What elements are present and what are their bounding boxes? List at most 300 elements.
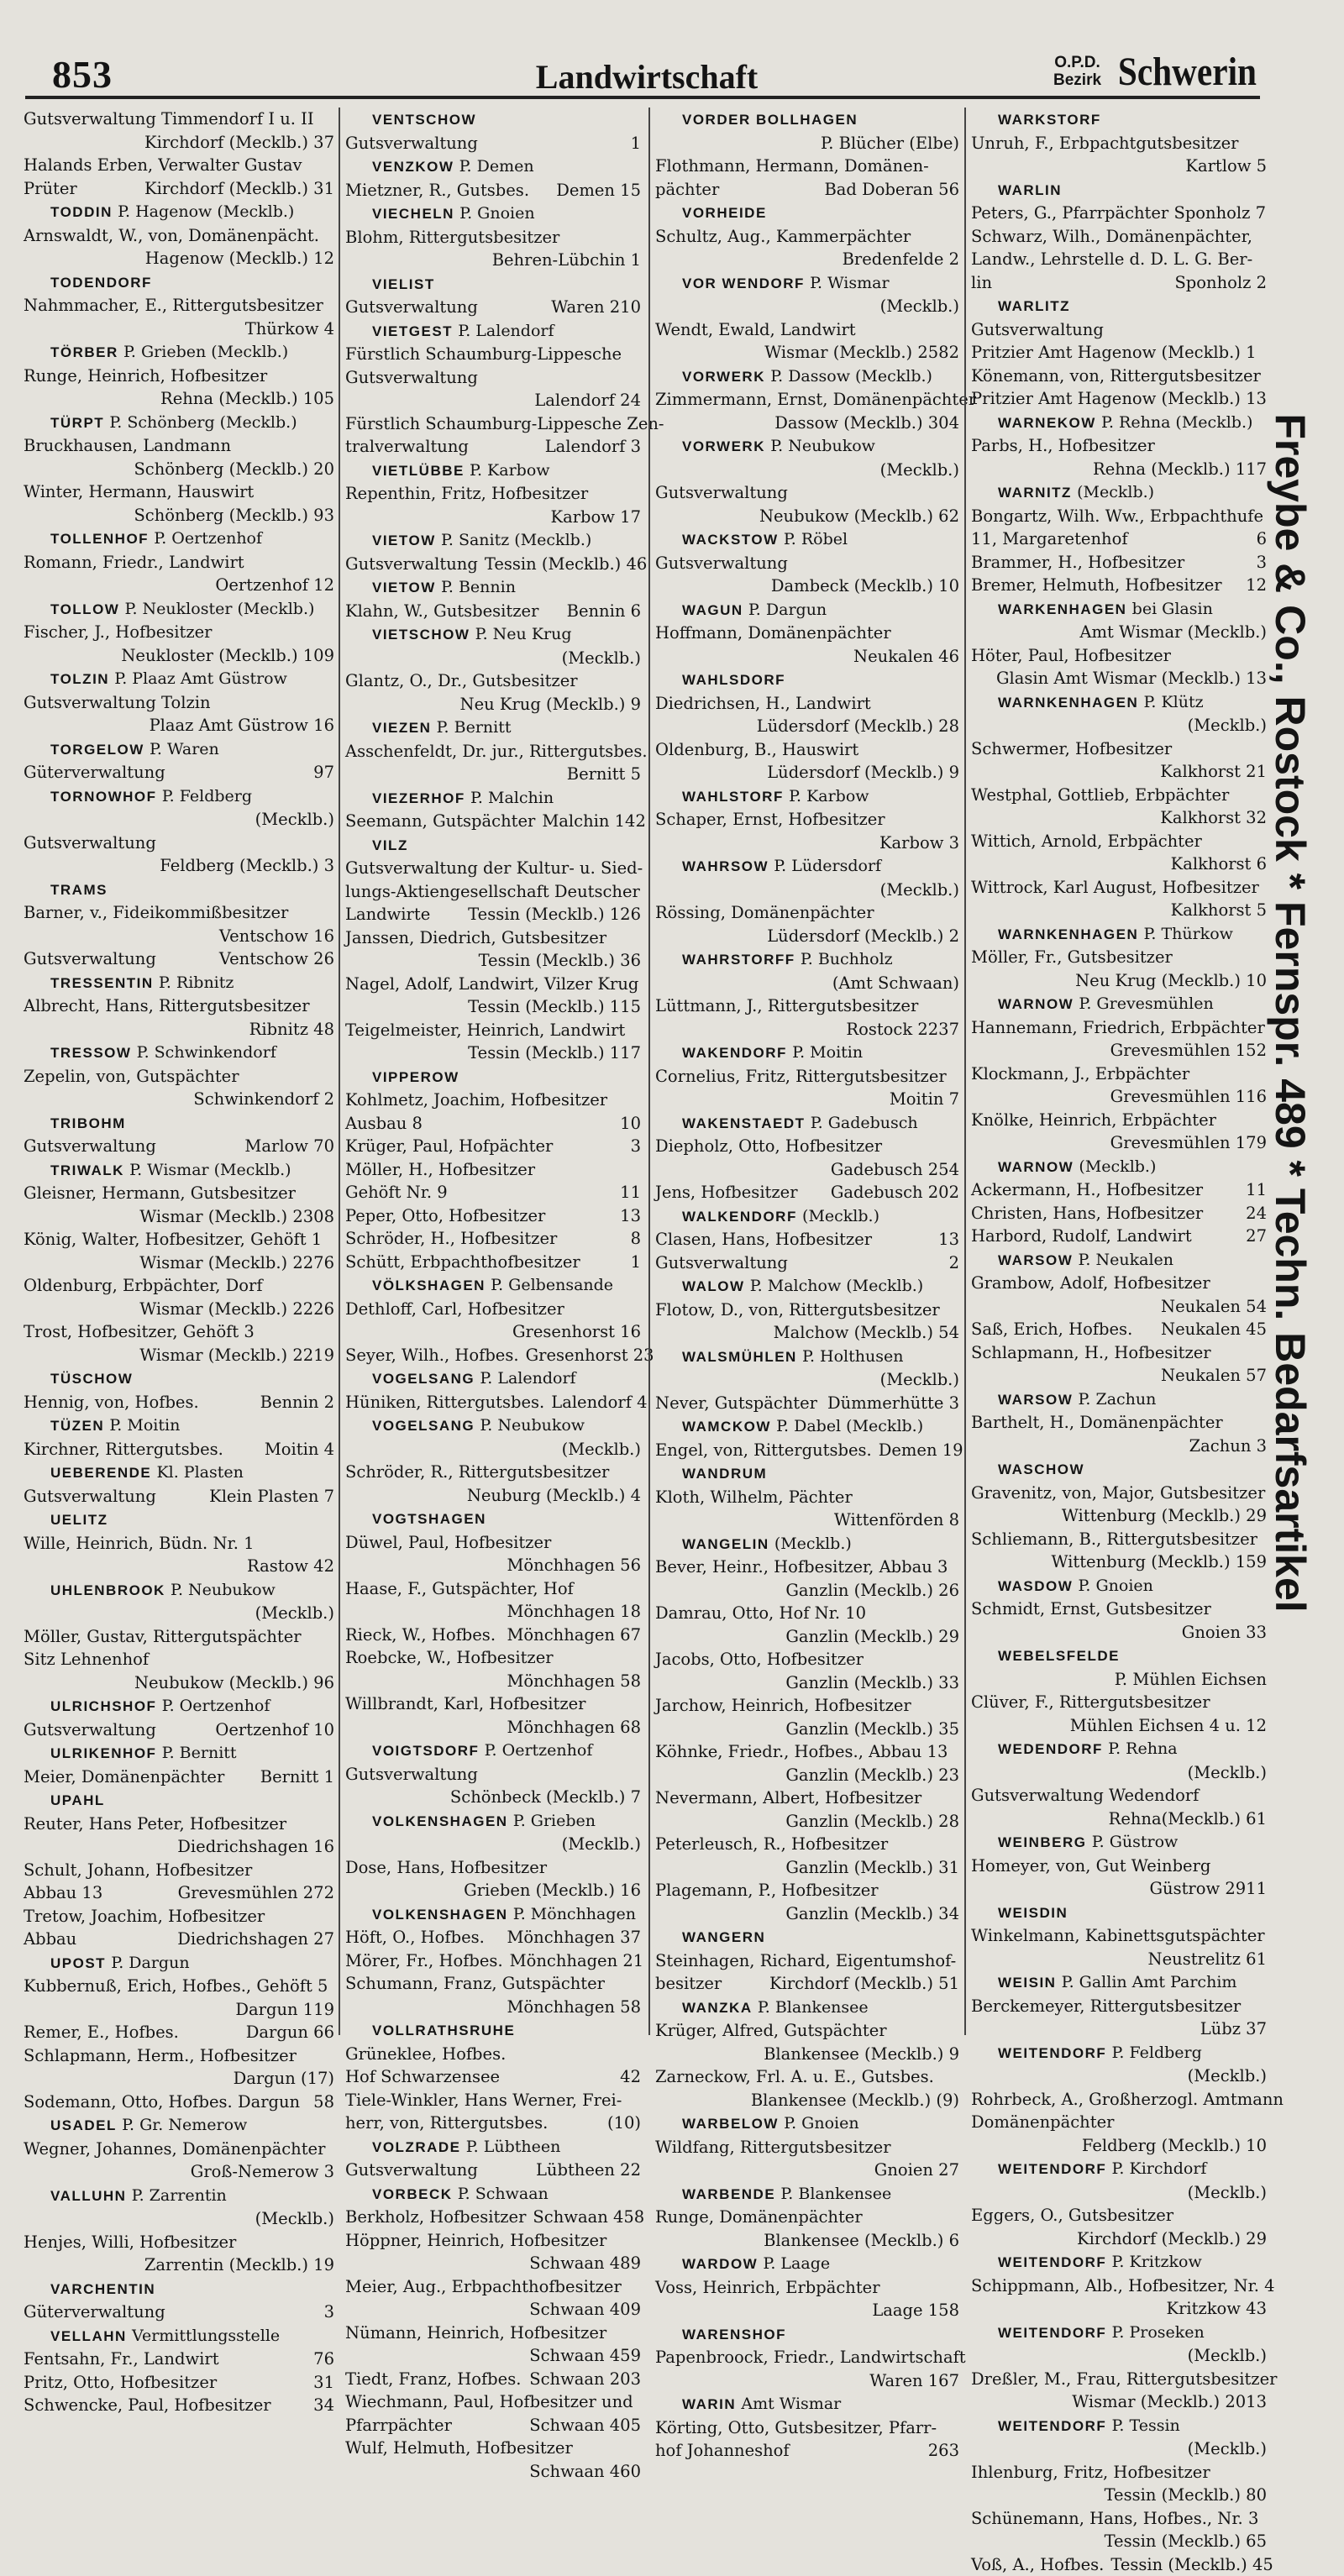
entry-continuation: Groß-Nemerow 3 [24, 2160, 334, 2184]
entry-phone: Schwaan 405 [529, 2414, 641, 2437]
place-heading [345, 786, 641, 811]
place-heading [971, 922, 1267, 947]
directory-entry [971, 505, 1267, 528]
place-name: VALLUHN [50, 2188, 126, 2204]
entry-text: Schliemann, B., Rittergutsbesitzer [971, 1528, 1257, 1551]
directory-entry [345, 343, 641, 366]
entry-continuation: Schwinkendorf 2 [24, 1088, 334, 1111]
entry-phone: 1 [631, 132, 641, 155]
directory-entry [345, 2322, 641, 2345]
entry-phone: 31 [313, 2371, 334, 2395]
post-office: P. Holthusen [802, 1347, 903, 1366]
entry-text: Tretow, Joachim, Hofbesitzer [24, 1905, 265, 1928]
entry-text: Clüver, F., Rittergutsbesitzer [971, 1691, 1210, 1714]
place-heading [24, 1461, 334, 1485]
entry-text: Schumann, Franz, Gutspächter [345, 1972, 605, 1996]
post-office: P. Malchin [470, 789, 554, 807]
entry-phone: Mönchhagen 21 [510, 1949, 644, 1973]
directory-entry [345, 1926, 641, 1949]
entry-continuation: Schwaan 409 [345, 2298, 641, 2322]
entry-phone: Malchin 142 [542, 810, 646, 833]
directory-entry [24, 480, 334, 504]
directory-entry [971, 2274, 1267, 2298]
entry-continuation: Tessin (Mecklb.) 80 [971, 2484, 1267, 2507]
entry-phone: Diedrichshagen 27 [177, 1928, 334, 1951]
directory-entry [24, 2301, 334, 2324]
place-name: WAHLSDORF [682, 672, 785, 688]
place-name: WAHRSOW [682, 858, 769, 874]
post-office: P. Karbow [470, 461, 549, 480]
entry-continuation: Behren-Lübchin 1 [345, 249, 641, 272]
entry-text: Albrecht, Hans, Rittergutsbesitzer [24, 994, 310, 1018]
place-name: WARBELOW [682, 2116, 779, 2132]
entry-continuation: Mönchhagen 58 [345, 1670, 641, 1693]
entry-text: Gutsverwaltung [24, 947, 156, 971]
entry-continuation: Rostock 2237 [655, 1018, 959, 1041]
entry-text: Meier, Domänenpächter [24, 1765, 224, 1789]
entry-text: Abbau 13 [24, 1881, 102, 1905]
directory-entry [24, 224, 334, 248]
entry-text: Mietzner, R., Gutsbes. [345, 179, 529, 202]
entry-continuation: Rehna (Mecklb.) 105 [24, 387, 334, 411]
place-name: VOGTSHAGEN [372, 1511, 486, 1527]
directory-entry [345, 226, 641, 249]
place-heading [655, 1274, 959, 1298]
directory-entry [24, 1718, 334, 1742]
entry-text: Seyer, Wilh., Hofbes. [345, 1344, 519, 1367]
entry-text: Kubbernuß, Erich, Hofbes., Gehöft 5 [24, 1975, 328, 1998]
directory-entry [971, 1272, 1267, 1295]
post-office: P. Grieben [513, 1812, 596, 1830]
place-heading [24, 1158, 334, 1183]
entry-text: Repenthin, Fritz, Hofbesitzer [345, 482, 588, 506]
directory-entry [655, 1298, 959, 1322]
directory-entry [655, 318, 959, 342]
post-office: P. Laage [763, 2254, 830, 2273]
entry-text: Domänenpächter [971, 2111, 1114, 2134]
directory-entry [655, 388, 959, 412]
place-name: WALOW [682, 1278, 745, 1294]
place-heading [971, 480, 1267, 505]
entry-text: Remer, E., Hofbes. [24, 2021, 179, 2044]
entry-text: Engel, von, Rittergutsbes. [655, 1439, 872, 1462]
directory-entry [655, 1228, 959, 1251]
place-name: TORGELOW [50, 742, 144, 758]
directory-entry [655, 622, 959, 645]
entry-continuation: Moitin 7 [655, 1088, 959, 1111]
post-office: P. Gnoien [784, 2114, 858, 2133]
directory-entry [971, 132, 1267, 155]
entry-continuation: Dambeck (Mecklb.) 10 [655, 574, 959, 598]
page-title: Landwirtschaft [30, 57, 1263, 97]
directory-entry [971, 1341, 1267, 1365]
directory-entry [24, 691, 334, 715]
entry-text: Gutsverwaltung der Kultur- u. Sied- [345, 857, 643, 880]
directory-entry [655, 2416, 959, 2440]
directory-entry [345, 2390, 641, 2414]
directory-entry [345, 1135, 641, 1158]
directory-entry [345, 810, 641, 833]
directory-entry [24, 1228, 334, 1251]
directory-entry [345, 2368, 641, 2391]
post-office: P. Wismar [810, 274, 889, 292]
entry-text: Pfarrpächter [345, 2414, 452, 2437]
post-office: (Mecklb.) [774, 1535, 852, 1553]
entry-phone: Mönchhagen 67 [507, 1624, 641, 1647]
place-heading [345, 716, 641, 740]
entry-text: Brammer, H., Hofbesitzer [971, 551, 1184, 574]
entry-text: Unruh, F., Erbpachtgutsbesitzer [971, 132, 1239, 155]
place-name: TÜZEN [50, 1418, 104, 1434]
directory-entry [24, 1320, 334, 1344]
directory-entry [345, 1344, 641, 1367]
place-heading [971, 2321, 1267, 2345]
place-heading [345, 1902, 641, 1927]
entry-text: Berkholz, Hofbesitzer [345, 2206, 526, 2229]
entry-continuation: Kalkhorst 21 [971, 760, 1267, 784]
place-name: WEITENDORF [998, 2418, 1106, 2434]
place-heading [655, 1461, 959, 1486]
entry-text: Haase, F., Gutspächter, Hof [345, 1577, 574, 1601]
entry-continuation: Gnoien 33 [971, 1621, 1267, 1645]
entry-phone: 11 [620, 1181, 641, 1204]
place-name: TRESSOW [50, 1045, 131, 1061]
post-office: P. Kritzkow [1111, 2253, 1201, 2271]
place-heading [971, 2041, 1267, 2065]
entry-phone: Tessin (Mecklb.) 126 [468, 903, 641, 926]
directory-entry [24, 1485, 334, 1508]
entry-text: Gutsverwaltung [971, 318, 1104, 342]
place-name: WARLITZ [998, 298, 1070, 314]
post-office: P. Oertzenhof [485, 1741, 593, 1760]
entry-continuation: (Mecklb.) [971, 1761, 1267, 1785]
entry-phone: Oertzenhof 10 [215, 1718, 334, 1742]
entry-phone: 13 [938, 1228, 959, 1251]
entry-text: Seemann, Gutspächter [345, 810, 535, 833]
directory-entry [655, 2136, 959, 2159]
entry-text: Gutsverwaltung [345, 132, 478, 155]
directory-entry [345, 2065, 641, 2089]
directory-entry [24, 1391, 334, 1414]
place-name: VORDER BOLLHAGEN [682, 112, 858, 128]
post-office: P. Mönchhagen [513, 1905, 636, 1923]
entry-continuation: (Mecklb.) [24, 808, 334, 832]
entry-continuation: (Mecklb.) [24, 2207, 334, 2231]
entry-continuation: (Mecklb.) [971, 714, 1267, 737]
place-name: VIETGEST [372, 323, 453, 339]
directory-entry [971, 2088, 1267, 2112]
place-heading [345, 155, 641, 179]
entry-phone: 24 [1246, 1202, 1267, 1225]
place-heading [971, 1574, 1267, 1598]
place-name: WACKSTOW [682, 532, 779, 548]
place-name: WAKENSTAEDT [682, 1115, 806, 1131]
directory-entry [24, 1859, 334, 1882]
directory-entry [345, 903, 641, 926]
place-name: WARNEKOW [998, 415, 1096, 431]
post-office: P. Hagenow (Mecklb.) [118, 202, 294, 221]
entry-continuation: Zarrentin (Mecklb.) 19 [24, 2253, 334, 2277]
place-name: ULRIKENHOF [50, 1745, 156, 1761]
directory-entry [655, 1181, 959, 1204]
directory-entry [971, 830, 1267, 853]
entry-continuation: Tessin (Mecklb.) 65 [971, 2530, 1267, 2553]
entry-text: Christen, Hans, Hofbesitzer [971, 1202, 1203, 1225]
entry-continuation: Bredenfelde 2 [655, 248, 959, 271]
place-heading [971, 1830, 1267, 1855]
directory-entry [24, 1881, 334, 1905]
entry-text: Schultz, Aug., Kammerpächter [655, 225, 911, 249]
entry-continuation: Grieben (Mecklb.) 16 [345, 1879, 641, 1902]
entry-text: Cornelius, Fritz, Rittergutsbesitzer [655, 1065, 947, 1089]
place-name: TOLZIN [50, 671, 109, 687]
entry-text: lungs-Aktiengesellschaft Deutscher [345, 880, 640, 904]
entry-continuation: Schönberg (Mecklb.) 93 [24, 504, 334, 527]
place-name: WASCHOW [998, 1461, 1084, 1477]
entry-continuation: Schönberg (Mecklb.) 20 [24, 458, 334, 481]
directory-column-2 [339, 108, 641, 2035]
entry-phone: Grevesmühlen 272 [178, 1881, 334, 1905]
place-heading [24, 1111, 334, 1136]
entry-text: Abbau [24, 1928, 76, 1951]
post-office: P. Karbow [789, 787, 869, 805]
entry-text: Diedrichsen, H., Landwirt [655, 692, 871, 716]
directory-entry [24, 1975, 334, 1998]
directory-entry [345, 2414, 641, 2437]
directory-entry [24, 434, 334, 458]
directory-entry [345, 669, 641, 693]
entry-phone: 263 [928, 2439, 959, 2463]
entry-text: Rössing, Domänenpächter [655, 901, 874, 925]
entry-continuation: Blankensee (Mecklb.) 6 [655, 2229, 959, 2253]
entry-continuation: Neukalen 54 [971, 1295, 1267, 1319]
directory-entry [655, 1740, 959, 1764]
directory-entry [971, 1528, 1267, 1551]
entry-continuation: Laage 158 [655, 2299, 959, 2322]
entry-text: Clasen, Hans, Hofbesitzer [655, 1228, 872, 1251]
post-office: P. Neubukow [770, 437, 875, 455]
entry-continuation: Grevesmühlen 116 [971, 1085, 1267, 1109]
directory-entry [655, 1972, 959, 1996]
directory-entry [655, 1251, 959, 1275]
entry-phone: Moitin 4 [265, 1438, 334, 1461]
place-heading [24, 784, 334, 809]
entry-continuation: Plaaz Amt Güstrow 16 [24, 714, 334, 737]
place-heading [655, 1204, 959, 1229]
entry-continuation: Kalkhorst 5 [971, 899, 1267, 922]
place-name: VOLKENSHAGEN [372, 1907, 508, 1923]
place-name: VORWERK [682, 369, 765, 385]
entry-continuation: Dassow (Mecklb.) 304 [655, 412, 959, 435]
place-heading [655, 271, 959, 296]
entry-text: Voss, Heinrich, Erbpächter [655, 2276, 880, 2300]
place-name: WARENSHOF [682, 2327, 786, 2343]
directory-entry [24, 1625, 334, 1649]
place-heading [971, 2157, 1267, 2181]
directory-entry [971, 1109, 1267, 1132]
entry-continuation: Tessin (Mecklb.) 115 [345, 995, 641, 1019]
directory-entry [655, 1439, 959, 1462]
entry-phone: 27 [1246, 1225, 1267, 1248]
directory-entry [24, 154, 334, 177]
entry-continuation: Wismar (Mecklb.) 2013 [971, 2390, 1267, 2414]
entry-continuation: Zachun 3 [971, 1435, 1267, 1458]
entry-text: Pritzier Amt Hagenow (Mecklb.) 13 [971, 387, 1267, 411]
place-name: UEBERENDE [50, 1465, 151, 1481]
entry-text: Rieck, W., Hofbes. [345, 1624, 496, 1647]
directory-entry [971, 2507, 1267, 2531]
entry-text: lin [971, 271, 992, 295]
place-heading [655, 784, 959, 809]
place-name: VOLLRATHSRUHE [372, 2023, 515, 2038]
directory-entry [24, 1928, 334, 1951]
entry-text: Gutsverwaltung [655, 552, 788, 575]
entry-text: Kohlmetz, Joachim, Hofbesitzer [345, 1089, 607, 1112]
place-heading [655, 2182, 959, 2206]
entry-continuation: (Mecklb.) [655, 1368, 959, 1392]
entry-text: Flothmann, Hermann, Domänen- [655, 155, 929, 178]
entry-continuation: Feldberg (Mecklb.) 10 [971, 2134, 1267, 2158]
directory-entry [971, 784, 1267, 807]
directory-entry [971, 1225, 1267, 1248]
entry-text: Parbs, H., Hofbesitzer [971, 434, 1155, 458]
entry-phone: Sponholz 2 [1174, 271, 1267, 295]
entry-continuation: Neu Krug (Mecklb.) 9 [345, 693, 641, 716]
directory-entry [345, 1089, 641, 1112]
place-heading [971, 411, 1267, 435]
entry-phone: 13 [620, 1204, 641, 1228]
place-name: VIEZEN [372, 720, 431, 736]
directory-entry [24, 1182, 334, 1205]
entry-phone: Gadebusch 202 [831, 1181, 959, 1204]
place-heading [24, 1041, 334, 1065]
entry-continuation: Wismar (Mecklb.) 2308 [24, 1205, 334, 1229]
entry-phone: (10) [607, 2112, 641, 2135]
entry-continuation: Neukalen 57 [971, 1364, 1267, 1388]
entry-text: Steinhagen, Richard, Eigentumshof- [655, 1949, 956, 1973]
entry-text: Jacobs, Otto, Hofbesitzer [655, 1648, 864, 1671]
place-heading [345, 1507, 641, 1531]
place-name: VÖLKSHAGEN [372, 1278, 486, 1293]
place-name: TODENDORF [50, 275, 152, 291]
place-heading [24, 1578, 334, 1603]
entry-text: tralverwaltung [345, 435, 469, 459]
place-name: VIETOW [372, 580, 436, 595]
post-office: P. Dargun [748, 601, 827, 619]
entry-text: Arnswaldt, W., von, Domänenpächt. [24, 224, 319, 248]
directory-entry [345, 1949, 641, 1973]
entry-continuation: Bernitt 5 [345, 763, 641, 786]
entry-text: Jarchow, Heinrich, Hofbesitzer [655, 1694, 911, 1718]
post-office: P. Bennin [441, 578, 516, 596]
directory-entry [345, 1624, 641, 1647]
entry-text: Gutsverwaltung [24, 832, 156, 855]
place-name: WEITENDORF [998, 2325, 1106, 2341]
entry-text: Gutsverwaltung [655, 1251, 788, 1275]
post-office: bei Glasin [1132, 600, 1213, 618]
post-office: P. Schönberg (Mecklb.) [109, 413, 297, 432]
entry-continuation: Neuburg (Mecklb.) 4 [345, 1484, 641, 1508]
post-office: P. Dargun [111, 1954, 189, 1972]
entry-continuation: (Mecklb.) [971, 2344, 1267, 2368]
entry-text: Berckemeyer, Rittergutsbesitzer [971, 1995, 1241, 2018]
entry-text: Wiechmann, Paul, Hofbesitzer und [345, 2390, 633, 2414]
entry-continuation: Lalendorf 24 [345, 389, 641, 412]
directory-entry [971, 1318, 1267, 1341]
place-heading [971, 2250, 1267, 2274]
place-heading [971, 1970, 1267, 1995]
place-heading [345, 459, 641, 483]
post-office: P. Lübtheen [466, 2138, 561, 2156]
directory-entry [345, 1856, 641, 1880]
entry-text: Grüneklee, Hofbes. [345, 2043, 506, 2066]
place-heading [971, 1644, 1267, 1668]
directory-entry [655, 692, 959, 716]
entry-text: Roebcke, W., Hofbesitzer [345, 1646, 554, 1670]
directory-entry [345, 1181, 641, 1204]
directory-entry [971, 271, 1267, 295]
place-heading [971, 1737, 1267, 1761]
place-heading [24, 2184, 334, 2208]
entry-continuation: (Mecklb.) [655, 459, 959, 482]
place-heading [655, 2252, 959, 2276]
post-office: P. Grieben (Mecklb.) [123, 343, 288, 361]
directory-entry [971, 387, 1267, 411]
place-name: VOLZRADE [372, 2139, 461, 2155]
entry-phone: Klein Plasten 7 [209, 1485, 334, 1508]
directory-entry [655, 738, 959, 762]
post-office: P. Gnoien [459, 204, 534, 223]
post-office: P. Gelbensande [491, 1276, 613, 1294]
entry-text: Gutsverwaltung [345, 553, 478, 576]
directory-entry [345, 1112, 641, 1136]
directory-entry [655, 1602, 959, 1625]
place-heading [655, 108, 959, 132]
entry-continuation: Malchow (Mecklb.) 54 [655, 1321, 959, 1345]
place-name: WEINBERG [998, 1834, 1087, 1850]
advert-text: Freybe & Co., Rostock * Fernspr. 489 * Techn. Bedarfsartikel [1266, 413, 1315, 1612]
directory-entry [345, 1158, 641, 1182]
place-heading [345, 1739, 641, 1763]
entry-text: Schütt, Erbpachthofbesitzer [345, 1251, 580, 1274]
place-name: WARKENHAGEN [998, 601, 1126, 617]
place-name: VIETSCHOW [372, 627, 470, 643]
directory-entry [971, 644, 1267, 668]
place-name: WAMCKOW [682, 1419, 771, 1435]
entry-text: Wegner, Johannes, Domänenpächter [24, 2138, 325, 2161]
entry-text: Blohm, Rittergutsbesitzer [345, 226, 559, 249]
place-name: WAHRSTORFF [682, 952, 795, 968]
place-heading [345, 1367, 641, 1391]
directory-entry [24, 621, 334, 644]
place-heading [971, 1248, 1267, 1272]
entry-text: Ackermann, H., Hofbesitzer [971, 1178, 1203, 1202]
entry-text: Janssen, Diedrich, Gutsbesitzer [345, 926, 606, 950]
entry-text: Schröder, H., Hofbesitzer [345, 1227, 557, 1251]
directory-entry [971, 1411, 1267, 1435]
entry-phone: Mönchhagen 37 [507, 1926, 641, 1949]
directory-entry [971, 434, 1267, 458]
entry-text: Wittich, Arnold, Erbpächter [971, 830, 1202, 853]
directory-entry [655, 225, 959, 249]
place-heading [24, 411, 334, 435]
entry-continuation: Wismar (Mecklb.) 2226 [24, 1298, 334, 1321]
entry-phone: 3 [1257, 551, 1267, 574]
post-office: P. Plaaz Amt Güstrow [114, 669, 287, 688]
entry-text: Willbrandt, Karl, Hofbesitzer [345, 1692, 585, 1716]
entry-text: Köhnke, Friedr., Hofbes., Abbau 13 [655, 1740, 948, 1764]
entry-text: Mörer, Fr., Hofbes. [345, 1949, 503, 1973]
